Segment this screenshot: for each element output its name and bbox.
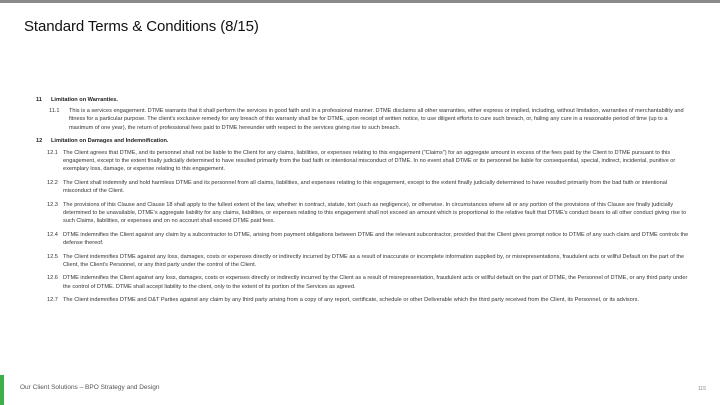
sub-clause-text: DTME indemnifies the Client against any claim by a subcontractor to DTME, arising from payment obligations between DTME and the relevant subcontractor, provided that the Client gives prompt notice to DTME of any such claim and DTME controls the defense thereof. bbox=[63, 231, 689, 246]
sub-clause-number: 12.5 bbox=[47, 253, 58, 260]
sub-clause-number: 12.6 bbox=[47, 275, 58, 282]
sub-clause-12-7 bbox=[36, 296, 692, 304]
sub-clause-11-1 bbox=[36, 107, 692, 132]
clause-title: Limitation on Warranties. bbox=[51, 97, 118, 103]
top-rule bbox=[0, 0, 720, 3]
sub-clause-12-5 bbox=[36, 253, 692, 269]
footer-accent-bar bbox=[0, 375, 4, 405]
sub-clause-number: 12.3 bbox=[47, 201, 58, 208]
sub-clause-number: 12.1 bbox=[47, 149, 58, 156]
sub-clause-text: This is a services engagement. DTME warrants that it shall perform the services in good faith and in a professional manner. DTME disclaims all other warranties, either express or implied, including, without limitation, warranties of merchantability and fitness for a particular purpose. The client's exclusive remedy for any breach of this warranty shall be for DTME, upon receipt of written notice, to use diligent efforts to cure such breach, or, failing any cure in a reasonable period of time (up to a maximum of one year), the return of professional fees paid to DTME hereunder with respect to the services giving rise to such breach. bbox=[69, 108, 684, 131]
clause-number: 12 bbox=[36, 138, 43, 145]
clause-12 bbox=[36, 137, 692, 304]
page-number: 115 bbox=[698, 386, 706, 392]
clause-11 bbox=[36, 96, 692, 132]
footer-text: Our Client Solutions – BPO Strategy and Design bbox=[20, 384, 160, 391]
sub-clause-12-1 bbox=[36, 149, 692, 174]
sub-clause-12-3 bbox=[36, 201, 692, 226]
sub-clause-12-2 bbox=[36, 179, 692, 195]
clause-number: 11 bbox=[36, 97, 42, 103]
sub-clause-text: The Client indemnifies DTME and D&T Parties against any claim by any third party arising from a copy of any report, certificate, schedule or other Deliverable which the third party received from the Client, its Personnel, or its advisors. bbox=[63, 297, 639, 304]
clause-heading bbox=[36, 137, 692, 145]
sub-clause-number: 12.2 bbox=[47, 179, 58, 186]
sub-clause-text: DTME indemnifies the Client against any loss, damages, costs or expenses directly or indirectly incurred by the Client as a result of misrepresentation, fraudulent acts or willful default on the part of DTME, the Personnel of DTME, or any third party under the control of DTME. DTME shall accept liability to the client, only to the extent of its portion of the Services as agreed. bbox=[63, 275, 688, 290]
sub-clause-number: 12.7 bbox=[47, 297, 58, 304]
clause-title: Limitation on Damages and Indemnification. bbox=[51, 138, 169, 145]
terms-content bbox=[36, 96, 692, 310]
sub-clause-text: The Client indemnifies DTME against any loss, damages, costs or expenses directly or indirectly incurred by DTME as a result of inaccurate or incomplete information supplied by, or misrepresentations, fraudulent acts or willful Default on the part of the Client, the Client's Personnel, or any third party under the control of the Client. bbox=[63, 253, 685, 268]
sub-clause-number: 11.1 bbox=[49, 108, 60, 115]
clause-heading bbox=[36, 96, 692, 104]
sub-clause-text: The Client shall indemnify and hold harmless DTME and its personnel from all claims, liabilities, and expenses relating to this engagement, except to the extent finally judicially determined to have resulted primarily from the bad faith or intentional misconduct of the Client. bbox=[63, 179, 668, 194]
sub-clause-12-6 bbox=[36, 274, 692, 290]
sub-clause-12-4 bbox=[36, 231, 692, 247]
sub-clause-text: The provisions of this Clause and Clause 18 shall apply to the fullest extent of the law, whether in contract, statute, tort (such as negligence), or otherwise. In circumstances where all or any portion of the provisions of this Clause are finally judicially determined to be unavailable, DTME's aggregate liability for any claims, liabilities, or expenses relating to this engagement shall not exceed an amount which is proportional to the relative fault that DTME's conduct bears to all other conduct giving rise to such Claims, liabilities, or expenses and on no account shall exceed DTME paid fees. bbox=[63, 201, 687, 224]
page-title: Standard Terms & Conditions (8/15) bbox=[24, 18, 259, 35]
sub-clause-number: 12.4 bbox=[47, 231, 58, 238]
sub-clause-text: The Client agrees that DTME, and its personnel shall not be liable to the Client for any claims, liabilities, or expenses relating to this engagement ("Claims") for an aggregate amount in excess of the fees paid by the Client to DTME pursuant to this engagement, except to the extent finally judicially determined to have resulted primarily from the bad faith or intentional misconduct of DTME. In no event shall DTME or its personnel be liable for consequential, special, indirect, incidental, punitive or exemplary loss, damage, or expense relating to this engagement. bbox=[63, 149, 676, 172]
